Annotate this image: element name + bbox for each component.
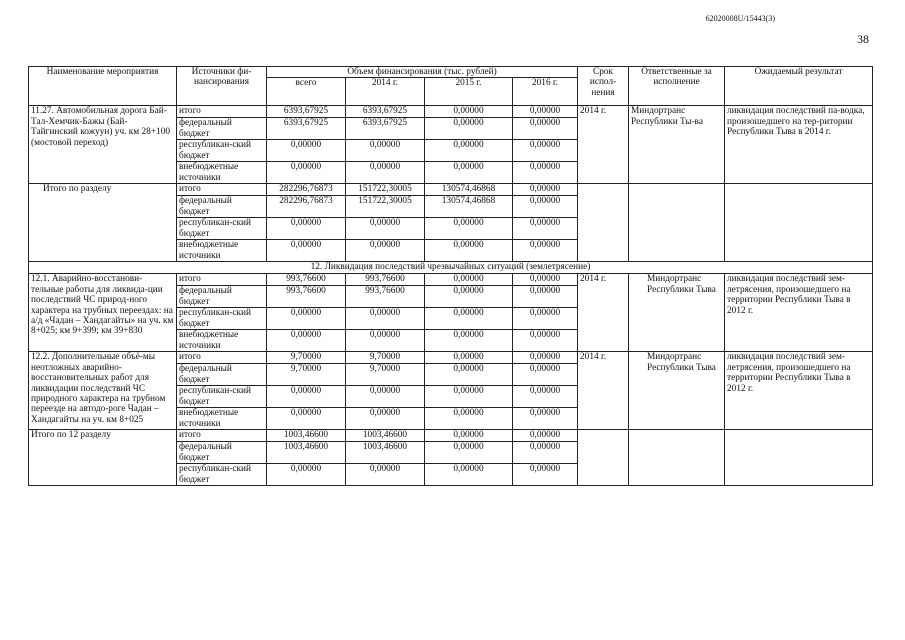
source-label: республикан-ский бюджет <box>177 218 267 240</box>
header-responsible: Ответственные за исполнение <box>629 67 725 106</box>
document-id: 62020008U/15443(3) <box>705 14 775 23</box>
result-cell: ликвидация последствий зем-летрясения, произошедшего на территории Республики Тыва в 2012 г. <box>725 274 873 352</box>
source-label: федеральный бюджет <box>177 118 267 140</box>
value-cell: 0,00000 <box>425 352 513 364</box>
value-cell: 0,00000 <box>267 240 346 262</box>
value-cell: 9,70000 <box>346 364 425 386</box>
value-cell: 0,00000 <box>425 274 513 286</box>
value-cell: 0,00000 <box>513 352 578 364</box>
value-cell: 9,70000 <box>267 352 346 364</box>
value-cell: 0,00000 <box>513 364 578 386</box>
responsible-cell <box>629 184 725 262</box>
term-cell <box>578 184 629 262</box>
source-label: федеральный бюджет <box>177 286 267 308</box>
table-row <box>29 430 873 442</box>
header-name: Наименование мероприятия <box>29 67 177 106</box>
source-label: республикан-ский бюджет <box>177 386 267 408</box>
value-cell: 0,00000 <box>513 464 578 486</box>
value-cell: 0,00000 <box>513 430 578 442</box>
header-2014: 2014 г. <box>346 78 425 106</box>
header-2016: 2016 г. <box>513 78 578 106</box>
responsible-cell: Миндортранс Республики Ты-ва <box>629 106 725 184</box>
source-label: федеральный бюджет <box>177 364 267 386</box>
value-cell: 0,00000 <box>346 464 425 486</box>
value-cell: 0,00000 <box>267 330 346 352</box>
value-cell: 0,00000 <box>346 162 425 184</box>
source-label: внебюджетные источники <box>177 240 267 262</box>
value-cell: 151722,30005 <box>346 184 425 196</box>
value-cell: 0,00000 <box>425 140 513 162</box>
table-row <box>29 184 873 196</box>
result-cell: ликвидация последствий зем-летрясения, произошедшего на территории Республики Тыва в 2012 г. <box>725 352 873 430</box>
value-cell: 0,00000 <box>513 196 578 218</box>
value-cell: 0,00000 <box>346 140 425 162</box>
value-cell: 6393,67925 <box>346 106 425 118</box>
value-cell: 282296,76873 <box>267 184 346 196</box>
value-cell: 0,00000 <box>513 162 578 184</box>
value-cell: 9,70000 <box>346 352 425 364</box>
section-title: 12. Ликвидация последствий чрезвычайных ситуаций (землетрясение) <box>29 262 873 274</box>
value-cell: 0,00000 <box>267 408 346 430</box>
responsible-cell: Миндортранс Республики Тыва <box>629 274 725 352</box>
value-cell: 9,70000 <box>267 364 346 386</box>
source-label: республикан-ский бюджет <box>177 140 267 162</box>
source-label: внебюджетные источники <box>177 408 267 430</box>
financing-table <box>28 66 873 486</box>
value-cell: 993,76600 <box>267 286 346 308</box>
header-term: Срок испол-нения <box>578 67 629 106</box>
value-cell: 0,00000 <box>513 218 578 240</box>
item-name: 11.27. Автомобильная дорога Бай-Тал-Хемчик-Бажы (Бай-Тайгинский кожуун) уч. км 28+100 (мостовой переход) <box>29 106 177 184</box>
value-cell: 0,00000 <box>267 162 346 184</box>
source-label: федеральный бюджет <box>177 442 267 464</box>
source-label: внебюджетные источники <box>177 330 267 352</box>
value-cell: 0,00000 <box>425 162 513 184</box>
value-cell: 0,00000 <box>425 386 513 408</box>
value-cell: 0,00000 <box>425 286 513 308</box>
value-cell: 0,00000 <box>267 218 346 240</box>
result-cell <box>725 430 873 486</box>
value-cell: 0,00000 <box>513 308 578 330</box>
value-cell: 0,00000 <box>513 386 578 408</box>
value-cell: 0,00000 <box>513 106 578 118</box>
value-cell: 1003,46600 <box>346 430 425 442</box>
value-cell: 0,00000 <box>425 330 513 352</box>
term-cell: 2014 г. <box>578 274 629 352</box>
value-cell: 0,00000 <box>346 218 425 240</box>
header-2015: 2015 г. <box>425 78 513 106</box>
value-cell: 6393,67925 <box>346 118 425 140</box>
value-cell: 1003,46600 <box>267 430 346 442</box>
table-row <box>29 352 873 364</box>
value-cell: 0,00000 <box>425 308 513 330</box>
header-total: всего <box>267 78 346 106</box>
section-12-total-name: Итого по 12 разделу <box>29 430 177 486</box>
value-cell: 0,00000 <box>513 286 578 308</box>
responsible-cell <box>629 430 725 486</box>
result-cell <box>725 184 873 262</box>
value-cell: 0,00000 <box>346 240 425 262</box>
value-cell: 0,00000 <box>425 408 513 430</box>
value-cell: 0,00000 <box>267 386 346 408</box>
value-cell: 993,76600 <box>346 286 425 308</box>
header-volume: Объем финансирования (тыс. рублей) <box>267 67 578 78</box>
value-cell: 0,00000 <box>267 464 346 486</box>
header-result: Ожидаемый результат <box>725 67 873 106</box>
value-cell: 0,00000 <box>425 430 513 442</box>
value-cell: 0,00000 <box>346 408 425 430</box>
value-cell: 0,00000 <box>346 330 425 352</box>
item-name: 12.1. Аварийно-восстанови-тельные работы для ликвида-ции последствий ЧС природ-ного характера на трубных переездах: на а/д «Чадан – Хандагайты» на уч. км 8+025; км 9+399; км 39+830 <box>29 274 177 352</box>
value-cell: 0,00000 <box>425 106 513 118</box>
term-cell <box>578 430 629 486</box>
value-cell: 0,00000 <box>425 240 513 262</box>
page-number: 38 <box>857 32 869 46</box>
value-cell: 0,00000 <box>425 464 513 486</box>
value-cell: 0,00000 <box>346 308 425 330</box>
value-cell: 0,00000 <box>513 240 578 262</box>
value-cell: 6393,67925 <box>267 106 346 118</box>
header-row <box>29 67 873 78</box>
value-cell: 0,00000 <box>267 308 346 330</box>
value-cell: 151722,30005 <box>346 196 425 218</box>
item-name: 12.2. Дополнительные объё-мы неотложных аварийно-восстановительных работ для ликвидации последствий ЧС природного характера на трубном переезде на автодо-роге Чадан – Хандагайты на уч. км 8+025 <box>29 352 177 430</box>
section-total-name: Итого по разделу <box>29 184 177 262</box>
value-cell: 0,00000 <box>513 184 578 196</box>
value-cell: 1003,46600 <box>346 442 425 464</box>
table-row <box>29 274 873 286</box>
value-cell: 993,76600 <box>267 274 346 286</box>
source-label: республикан-ский бюджет <box>177 308 267 330</box>
value-cell: 0,00000 <box>425 118 513 140</box>
value-cell: 0,00000 <box>513 330 578 352</box>
responsible-cell: Миндортранс Республики Тыва <box>629 352 725 430</box>
source-label: итого <box>177 352 267 364</box>
value-cell: 0,00000 <box>425 442 513 464</box>
value-cell: 0,00000 <box>513 118 578 140</box>
value-cell: 0,00000 <box>513 442 578 464</box>
source-label: итого <box>177 106 267 118</box>
value-cell: 0,00000 <box>267 140 346 162</box>
value-cell: 6393,67925 <box>267 118 346 140</box>
value-cell: 0,00000 <box>346 386 425 408</box>
source-label: федеральный бюджет <box>177 196 267 218</box>
header-source: Источники фи-нансирования <box>177 67 267 106</box>
section-title-row <box>29 262 873 274</box>
value-cell: 0,00000 <box>425 364 513 386</box>
result-cell: ликвидация последствий па-водка, произошедшего на тер-ритории Республики Тыва в 2014 г. <box>725 106 873 184</box>
term-cell: 2014 г. <box>578 106 629 184</box>
source-label: итого <box>177 430 267 442</box>
value-cell: 0,00000 <box>425 218 513 240</box>
value-cell: 0,00000 <box>513 140 578 162</box>
source-label: республикан-ский бюджет <box>177 464 267 486</box>
value-cell: 1003,46600 <box>267 442 346 464</box>
source-label: итого <box>177 184 267 196</box>
value-cell: 130574,46868 <box>425 184 513 196</box>
source-label: внебюджетные источники <box>177 162 267 184</box>
table-row <box>29 106 873 118</box>
value-cell: 0,00000 <box>513 408 578 430</box>
source-label: итого <box>177 274 267 286</box>
value-cell: 993,76600 <box>346 274 425 286</box>
value-cell: 0,00000 <box>513 274 578 286</box>
value-cell: 282296,76873 <box>267 196 346 218</box>
value-cell: 130574,46868 <box>425 196 513 218</box>
term-cell: 2014 г. <box>578 352 629 430</box>
